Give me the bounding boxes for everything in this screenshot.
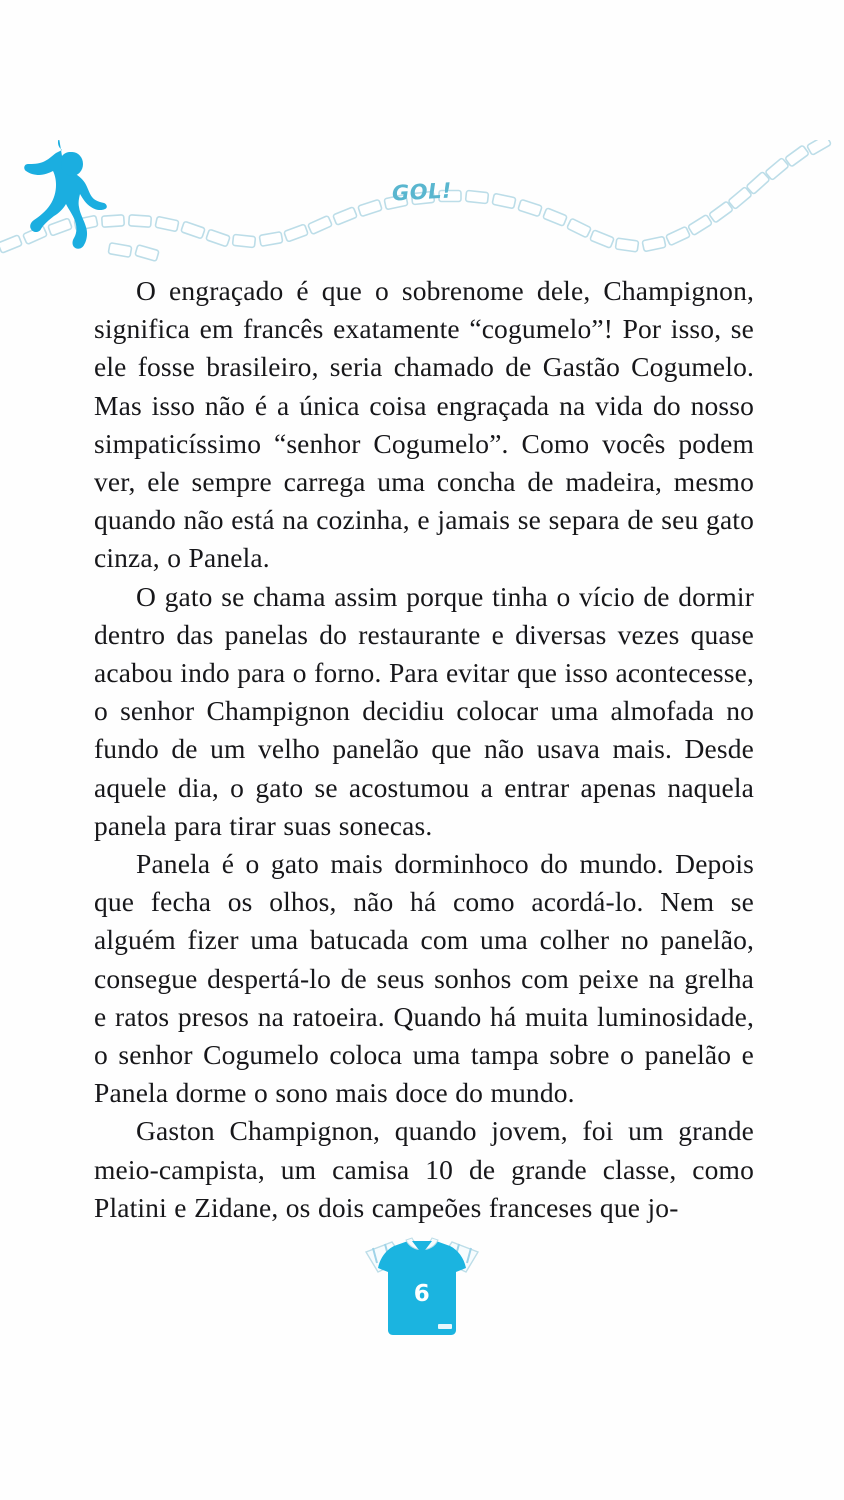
header-ornament — [0, 140, 844, 270]
paragraph-4: Gaston Champignon, quando jovem, foi um grande meio-campista, um camisa 10 de grande classe, como Platini e Zidane, os dois campeões franceses que jo- — [94, 1115, 754, 1223]
page-body-text — [94, 272, 754, 1227]
footer-jersey-mark — [352, 1232, 492, 1342]
paragraph-3: Panela é o gato mais dorminhoco do mundo. Depois que fecha os olhos, não há como acordá-lo. Nem se alguém fizer uma batucada com uma colher no panelão, consegue despertá-lo de seus sonhos com peixe na grelha e ratos presos na ratoeira. Quando há muita luminosidade, o senhor Cogumelo coloca uma tampa sobre o panelão e Panela dorme o sono mais doce do mundo. — [94, 848, 754, 1109]
jersey-hem-tag-icon — [438, 1324, 452, 1329]
page-number: 6 — [413, 1281, 431, 1307]
paragraph-2: O gato se chama assim porque tinha o vício de dormir dentro das panelas do restaurante e diversas vezes quase acabou indo para o forno. Para evitar que isso acontecesse, o senhor Champignon decidiu colocar uma almofada no fundo de um velho panelão que não usava mais. Desde aquele dia, o gato se acostumou a entrar apenas naquela panela para tirar suas sonecas. — [94, 580, 754, 841]
paragraph-1: O engraçado é que o sobrenome dele, Champignon, significa em francês exatamente “cogumelo”! Por isso, se ele fosse brasileiro, seria chamado de Gastão Cogumelo. Mas isso não é a única coisa engraçada na vida do nosso simpaticíssimo “senhor Cogumelo”. Como vocês podem ver, ele sempre carrega uma concha de madeira, mesmo quando não está na cozinha, e jamais se separa de seu gato cinza, o Panela. — [94, 275, 754, 574]
jersey-body-icon — [378, 1241, 466, 1335]
gol-decoration-label: GOL! — [391, 178, 453, 206]
trail-start-accent-icon — [108, 243, 159, 262]
